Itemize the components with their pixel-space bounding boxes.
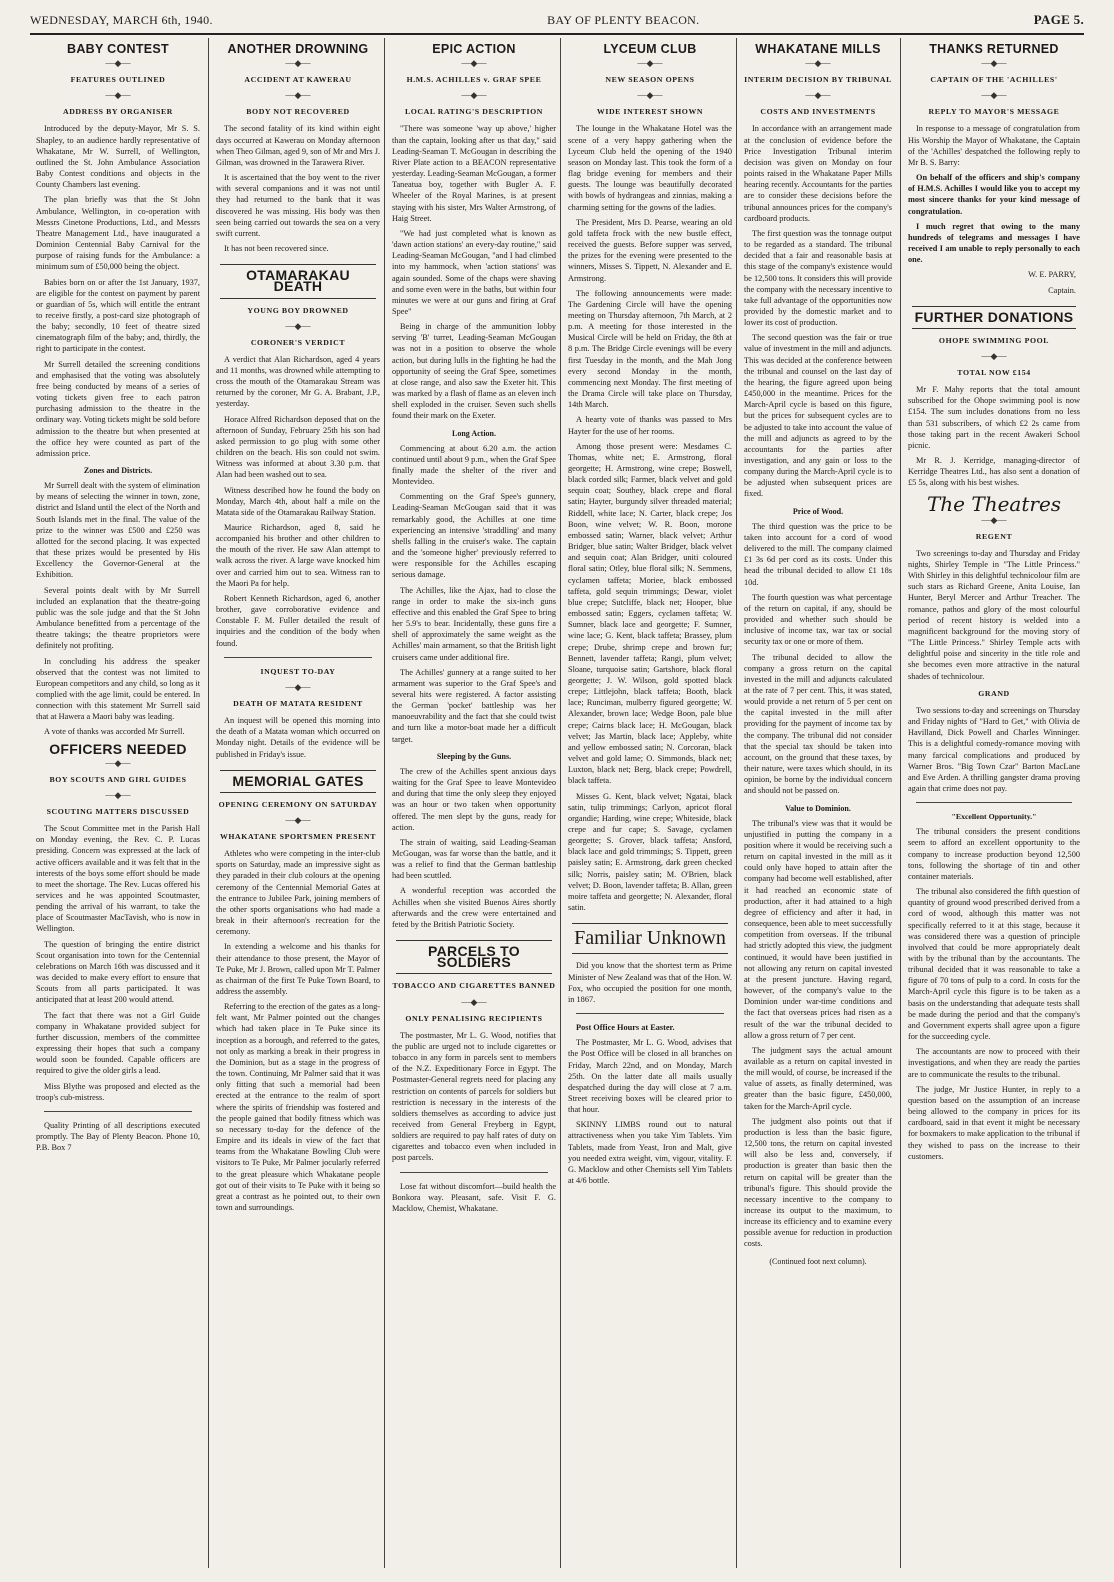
paragraph: The judge, Mr Justice Hunter, in reply to a question based on the assumption of an increase being allowed to the company in prices for its cardboard, said in that event it might be necessary for boxmakers to make application to the tribunal if they wished to pass on the increase to their customers.	[908, 1084, 1080, 1161]
paragraph: The strain of waiting, said Leading-Seaman McGougan, was far worse than the battle, and it was a relief to find that the German battleship had been scuttled.	[392, 837, 556, 881]
subhead: ADDRESS BY ORGANISER	[62, 107, 174, 117]
column-rule	[384, 38, 385, 1568]
subhead: NEW SEASON OPENS	[605, 75, 695, 85]
paragraph: "There was someone 'way up above,' higher than the captain, looking after us that day," said Leading-Seaman T. McGougan in describing the River Plate action to a BEACON representative yesterday. Leading-Seaman McGougan, a former Taneatua boy, together with Bugler A. F. Wheeler of the Royal Marines, is at present staying with his sister, Mrs Walter Armstrong, of Haig Street.	[392, 124, 556, 223]
headline-baby-contest: BABY CONTEST	[67, 42, 169, 56]
subhead: INTERIM DECISION BY TRIBUNAL	[744, 75, 892, 85]
headline-epic-action: EPIC ACTION	[432, 42, 516, 56]
column-5	[740, 38, 896, 1568]
ornament-rule: —◆—	[105, 789, 131, 800]
ornament-rule: —◆—	[105, 58, 131, 69]
ornament-rule: —◆—	[637, 58, 663, 69]
paragraph: Mr Surrell dealt with the system of elimination by means of selecting the winner in town, zone, district and Island until the elect of the North and South Islands met in the final. The value of the prize to the winner was £500 and £250 was allotted for the second placing. It was expected that these prizes would be presented by His Excellency the Governor-General at the Exhibition.	[36, 481, 201, 580]
ornament-rule: —◆—	[981, 514, 1007, 525]
side-heading: Value to Dominion.	[785, 803, 851, 813]
paragraph: Referring to the erection of the gates as a long-felt want, Mr Palmer pointed out the changes which had taken place in Te Puke since its inception as a borough, and referred to the gates, not only as marking a break in their progress in the Dominion, but as a stage in the progress of the town. Continuing, Mr Palmer said that it was only fitting that such a memorial had been erected at the entrance to the realm of sport where the spirits of friendship was fostered and the people gained that bodily fitness which was so necessary to-day for the defence of the Empire and its ideals in view of the fact that teams from the Whakatane Bowling Club were visitors to Te Puke, Mr Palmer jocularly referred to the great pleasure which Whakatane people got out of their visits to Te Puke with it being so great a contrast as he pointed out, to their own town and surroundings.	[216, 1002, 380, 1212]
side-heading: Price of Wood.	[792, 506, 844, 516]
headline-familiar-unknown: Familiar Unknown	[574, 927, 726, 950]
paragraph: The crew of the Achilles spent anxious days waiting for the Graf Spee to leave Montevideo and during that time the only sleep they enjoyed was an hour or two taken when opportunity offered. The men slept by the guns, ready for action.	[392, 766, 556, 832]
paragraph: The fact that there was not a Girl Guide company in Whakatane provided subject for further discussion, members of the committee expressing their hopes that such a company would soon be founded. Capable officers are required to give the older girls a lead.	[36, 1010, 200, 1076]
column-3	[388, 38, 560, 1568]
subhead: WIDE INTEREST SHOWN	[596, 107, 704, 117]
paragraph: A wonderful reception was accorded the Achilles when she visited Buenos Aires shortly afterwards and the crew were entertained and feted by the British Patriotic Society.	[392, 886, 556, 929]
subhead: TOBACCO AND CIGARETTES BANNED	[392, 981, 556, 991]
paragraph: The postmaster, Mr L. G. Wood, notifies that the public are urged not to include cigarettes or tobacco in any form in parcels sent to members of the N.Z. Expeditionary Force in Egypt. The Postmaster-General regrets need for placing any restriction on contents of parcels for soldiers but restriction is necessary in the interests of the soldiers themselves as according to advice just received from General Freyberg in Egypt, soldiers are required to pay half rates of duty on cigarettes and tobacco even when included in post parcels.	[392, 1030, 556, 1163]
ornament-rule: —◆—	[285, 681, 311, 692]
side-heading: Sleeping by the Guns.	[436, 751, 512, 761]
paragraph: Introduced by the deputy-Mayor, Mr S. S. Shapley, to an audience hardly representative of Whakatane, Mr W. Surrell, of Wellington, outlined the St. John Ambulance Association Baby Contest conditions and objects in the County Chambers last evening.	[36, 124, 200, 190]
headline-box	[572, 923, 728, 954]
ornament-rule: —◆—	[805, 58, 831, 69]
paragraph: The following announcements were made: The Gardening Circle will have the opening meeting on Thursday afternoon, 7th March, at 2 p.m. A meeting for those interested in the Musical Circle will be held on Friday, the 8th at 8 p.m. The Bridge Circle evenings will be every first Tuesday in the month, and the Mah Jong every second Monday in the month, commencing next Monday. The first meeting of the Drama Circle will take place on Thursday, 14th March.	[568, 288, 732, 410]
ornament-rule: —◆—	[805, 90, 831, 101]
paragraph: Commencing at about 6.20 a.m. the action continued until about 9 p.m., when the Graf Spee finally made the shelter of the river and Montevideo.	[392, 443, 556, 487]
paragraph: The tribunal considers the present conditions seem to afford an excellent opportunity to the company to increase production beyond 12,500 tons, following the shortage of tin and other container materials.	[908, 827, 1080, 881]
column-6	[904, 38, 1084, 1568]
paragraph: The Achilles, like the Ajax, had to close the range in order to make the six-inch guns effective and this enabled the Graf Spee to bring her 5.9's to bear. Incidentally, these guns fire a shell of approximately the same weight as the Achilles' main armament, so that the British light cruisers came under additional fire.	[392, 585, 556, 662]
ornament-rule: —◆—	[461, 58, 487, 69]
side-heading: Long Action.	[451, 428, 496, 438]
subhead: SCOUTING MATTERS DISCUSSED	[46, 806, 190, 816]
paragraph: Miss Blythe was proposed and elected as the troop's cub-mistress.	[36, 1081, 200, 1102]
paragraph: The Achilles' gunnery at a range suited to her armament was superior to the Graf Spee's and several hits were registered. A factor assisting the German 'pocket' battleship was her manoeuvrability and the fact that she could twist and turn like a motor-boat made her a difficult target.	[392, 667, 556, 744]
paragraph: In concluding his address the speaker observed that the contest was not limited to European competitors and any child, so long as it complied with the age limit, could be entered. In connection with this statement Mr Surrell said that at Hawera a Maori baby was leading.	[36, 656, 200, 722]
ornament-rule: —◆—	[105, 757, 131, 768]
subhead: CAPTAIN OF THE 'ACHILLES'	[930, 75, 1058, 85]
paragraph: The tribunal's view was that it would be unjustified in putting the company in a position where it would be receiving such a return on capital invested in the mill as it could only have hoped to attain after the company had become well established, after it had reached an economic state of production, after it had attained to a high degree of efficiency and after it had, in consequence, been able to meet successfully competition from overseas. If the tribunal had strictly adopted this view, the judgment continued, it would have been justified in not allowing any return on capital invested at the present juncture. Having regard, however, of the company's value to the Dominion under war-time conditions and the fact that overseas prices had risen as a result of the war the tribunal decided to allow a gross return of 7 per cent.	[744, 818, 892, 1040]
side-heading: Post Office Hours at Easter.	[576, 1023, 675, 1033]
paragraph: The lounge in the Whakatane Hotel was the scene of a very happy gathering when the Lyceum Club held the opening of the 1940 season on Monday last. This took the form of a flag bridge evening for members and their guests. The lounge was beautifully decorated with bowls of hydrangeas and zinnias, making a charming setting for the gowns of the ladies.	[568, 124, 732, 212]
paragraph: Being in charge of the ammunition lobby serving 'B' turret, Leading-Seaman McGougan was not in a position to observe the whole action, but during lulls in the fighting he had the opportunity of seeing the Graf Spee, sometimes at close range, and also saw the Exeter hit. This was marked by a flash of flame as an eleven inch shell exploded in the cruiser. Seven such shells found their mark on the Exeter.	[392, 322, 556, 421]
paragraph: It has not been recovered since.	[224, 244, 329, 254]
subhead: LOCAL RATING'S DESCRIPTION	[404, 107, 544, 117]
headline-box	[912, 306, 1076, 329]
side-heading: "Excellent Opportunity."	[951, 812, 1037, 822]
paragraph: The tribunal also considered the fifth question of quantity of ground wood prescribed derived from a cord of wood, although this matter was not specifically referred to it at this stage, because it was considered there was a question of principle involved that could be more appropriately dealt with by the tribunal than by the accountants. The tribunal decided that it was reasonable to take a figure of 70 tons of pulp to a cord. In costs for the March-April cycle this figure is to be taken as a basis on the understanding that adequate tests shall be made during the period and that the company's and Government experts shall agree upon a figure for the succeeding cycle.	[908, 887, 1080, 1042]
paragraph: The judgment says the actual amount available as a return on capital invested in the mill would, of course, be increased if the value of assets, as finally determined, was greater than the basic figure, £450,000, taken for the March-April cycle.	[744, 1045, 892, 1111]
advertisement: Lose fat without discomfort—build health the Bonkora way. Pleasant, safe. Visit F. G. Macklow, Chemist, Whakatane.	[392, 1181, 556, 1213]
continued-note: (Continued foot next column).	[769, 1256, 867, 1266]
paragraph: Witness described how he found the body on Monday, March 4th, about half a mile on the Matata side of the Otamarakau Railway Station.	[216, 485, 380, 517]
headline-otamarakau-death: OTAMARAKAU DEATH	[246, 267, 350, 295]
headline-box	[220, 770, 376, 793]
paragraph: A hearty vote of thanks was passed to Mrs Hayter for the use of her rooms.	[568, 415, 732, 436]
paragraph: The plan briefly was that the St John Ambulance, Wellington, in co-operation with Messrs Cinetone Productions, Ltd., and Messrs Theatre Management Ltd., have inaugurated a Dominion Centennial Baby Carnival for the purpose of raising funds for the Ambulance: a minimum sum of £50,000 being the object.	[36, 195, 200, 272]
headline-parcels-to-soldiers: PARCELS TO SOLDIERS	[428, 943, 520, 971]
paragraph: In accordance with an arrangement made at the conclusion of evidence before the Price Investigation Tribunal interim decision was given on Monday on four points raised in the Whakatane Paper Mills hearing recently. Accountants for the parties are to consider these decisions before the tribunal announces prices for the company's cardboard products.	[744, 124, 892, 223]
subhead: BOY SCOUTS AND GIRL GUIDES	[49, 774, 187, 784]
subhead: OHOPE SWIMMING POOL	[938, 335, 1050, 345]
ornament-rule: —◆—	[285, 90, 311, 101]
subhead: CORONER'S VERDICT	[250, 337, 346, 347]
paragraph: The accountants are now to proceed with their investigations, and when they are ready the parties are to communicate the results to the tribunal.	[908, 1047, 1080, 1079]
signature-title: Captain.	[1048, 285, 1076, 295]
paragraph: Mr Surrell detailed the screening conditions and emphasised that the voting was absolutely free being conducted by means of a series of voting tickets given free to each patron purchasing admission to the theatre in the ordinary way. Voting tickets might be sold before admission to the theatre but when presented at the office hey were counted as part of the admission price.	[36, 359, 200, 458]
headline-thanks-returned: THANKS RETURNED	[929, 42, 1059, 56]
paragraph: The fourth question was what percentage of the return on capital, if any, should be provided and whether such should be inclusive of income tax, war tax or social security tax or one or more of them.	[744, 592, 892, 647]
ornament-rule: —◆—	[981, 58, 1007, 69]
ornament-rule: —◆—	[285, 320, 311, 331]
divider	[576, 1013, 724, 1014]
paragraph: Among those present were: Mesdames C. Thomas, white net; E. Armstrong, floral georgette; H. Armstrong, wine crepe; Boswell, black corded silk; Farmer, black velvet and gold sequin coat; Southey, black crepe and floral satin; Hayter, burgundy silver threaded material; Riddell, white lace; N. Carter, black crepe; Jos Boon, wine velvet; W. R. Boon, morone embossed satin; Warner, black velvet; Arthur Bridger, blue satin; Walter Bridger, black velvet and sequin coat; Alan Bridger, uniti coloured floral satin; Otley, blue floral silk; N. Semmens, cyclamen taffeta; Moriee, black embossed taffeta, gold sequin trimmings; Dewar, violet blue crepe; Sutcliffe, black net; Hooper, blue embossed satin; Eggers, cyclamen taffeta; W. Sumner, black lace and georgette; F. Sumner, wine lace; G. Kent, black taffeta; Brassey, plum crepe; Drube, shrimp crepe and brown fur; Bennett, lavender taffeta; Rangi, plum velvet; Sloane, turquoise satin; Gartshore, black floral georgette; J. W. Wilson, gold spotted black crepe; Littlejohn, black taffeta; Booth, black lace; Runciman, mulberry figured georgette; W. Alexander, brown lace; Wedge Boon, pale blue crepe; Cairns black lace; H. McGougan, black velvet; Jas Martin, black lace; Appleby, white and yellow embossed satin; N. Corcoran, black velvet and gold lame; O. Simmonds, black net; Luxton, black net; Berg, black crepe; Powdrell, black taffeta.	[568, 441, 732, 786]
ornament-rule: —◆—	[637, 90, 663, 101]
headline-officers-needed: OFFICERS NEEDED	[49, 740, 187, 757]
masthead-rule	[30, 33, 1084, 35]
advertisement: Quality Printing of all descriptions executed promptly. The Bay of Plenty Beacon. Phone 10, P.B. Box 7	[36, 1120, 200, 1153]
paragraph: An inquest will be opened this morning into the death of a Matata woman which occurred on Monday night. Details of the evidence will be published in Friday's issue.	[216, 716, 380, 759]
subhead: INQUEST TO-DAY	[260, 666, 336, 676]
paragraph: Babies born on or after the 1st January, 1937, are eligible for the contest on payment by parent or guardian of 5s, which will entitle the entrant to receive firstly, a post-card size photograph of the baby; secondly, 10 feet of theatre sized cinematograph film of the baby; and, thirdly, the right to participate in the contest.	[36, 277, 200, 354]
headline-box	[396, 940, 552, 974]
paragraph: The judgment also points out that if production is less than the basic figure, 12,500 tons, the return on capital invested will also be less and, conversely, if production is greater than basic then the return on capital will be greater than the tribunal's figure. This should provide the necessary incentive to the company to increase its output to the maximum, to increase its efficiency and to examine every possible avenue for reduction in production costs.	[744, 1116, 892, 1249]
paragraph: Mr F. Mahy reports that the total amount subscribed for the Ohope swimming pool is now £154. The sum includes donations from no less than 531 subscribers, of which £2 2s came from those taking part in the recent Awakeri School picnic.	[908, 385, 1080, 450]
paragraph: In response to a message of congratulation from His Worship the Mayor of Whakatane, the Captain of the 'Achilles' despatched the following reply to Mr B. S. Barry:	[908, 124, 1080, 167]
paragraph: Athletes who were competing in the inter-club sports on Saturday, made an impressive sight as they paraded in their club colours at the opening ceremony of the Centennial Memorial Gates at the entrance to Jubilee Park, joining members of the other sports organisations who had made a break in their afternoon's recreation for the ceremony.	[216, 849, 380, 937]
subhead: TOTAL NOW £154	[957, 367, 1031, 377]
paragraph: Horace Alfred Richardson deposed that on the afternoon of Sunday, February 25th his son had asked permission to go plug with some other children on the beach. His son could not swim. Witness was informed at about 3.30 p.m. that Alan had been washed out to sea.	[216, 414, 380, 480]
subhead: OPENING CEREMONY ON SATURDAY	[218, 799, 378, 809]
headline-memorial-gates: MEMORIAL GATES	[232, 772, 364, 789]
subhead: COSTS AND INVESTMENTS	[760, 107, 876, 117]
ornament-rule: —◆—	[981, 350, 1007, 361]
paragraph: Two sessions to-day and screenings on Thursday and Friday nights of "Hard to Get," with Olivia de Havilland, Dick Powell and Charles Winninger. This is a delightful comedy-romance moving with many farcical complications and produced by Warner Bros. "Big Town Czar" Barton MacLane and Eve Arden. A thrilling gangster drama proving again that crime does not pay.	[908, 705, 1080, 793]
paragraph: Robert Kenneth Richardson, aged 6, another brother, gave corroborative evidence and Constable F. M. Fuller detailed the result of inquiries and the condition of the body when found.	[216, 593, 380, 648]
subhead: ONLY PENALISING RECIPIENTS	[405, 1013, 543, 1023]
headline-the-theatres: The Theatres	[926, 491, 1062, 516]
paragraph: Mr R. J. Kerridge, managing-director of Kerridge Theatres Ltd., has also sent a donation of £5 5s, along with his best wishes.	[908, 456, 1080, 488]
subhead: GRAND	[978, 688, 1010, 698]
paragraph: The third question was the price to be taken into account for a cord of wood delivered to the mill. The company claimed £1 3s 6d per cord as its costs. Under this head the tribunal decided to allow £1 18s 10d.	[744, 521, 892, 587]
paragraph: A verdict that Alan Richardson, aged 4 years and 11 months, was drowned while attempting to cross the mouth of the Otamarakau Stream was returned by the coroner, Mr G. A. Brabant, J.P., yesterday.	[216, 354, 380, 409]
paragraph: It is ascertained that the boy went to the river with several companions and it was not until they had returned to the bank that it was discovered he was missing. His body was then seen being carried out towards the sea on a very swift current.	[216, 173, 380, 238]
paragraph: The Scout Committee met in the Parish Hall on Monday evening, the Rev. C. P. Lucas presiding. Concern was expressed at the lack of active officers available and it was felt that in the interests of the boys some effort should be made to meet the shortage. The Rev. Lucas offered his services and he was appointed Scoutmaster, pending the arrival of his warrant, to take the place of Scoutmaster MacTavish, who is now in Wellington.	[36, 824, 200, 934]
subhead: DEATH OF MATATA RESIDENT	[233, 698, 363, 708]
paragraph: The first question was the tonnage output to be regarded as a standard. The tribunal decided that a fair and reasonable basis at this stage of the company's existence would be 12,500 tons. It considers this will provide the company with the necessary incentive to take full advantage of the opportunities now provided by the domestic market and to lower its cost of production.	[744, 228, 892, 328]
headline-another-drowning: ANOTHER DROWNING	[227, 42, 369, 56]
paragraph: The Postmaster, Mr L. G. Wood, advises that the Post Office will be closed in all branches on Friday, March 22nd, and on Monday, March 25th. On the latter date all mails usually despatched during the day will close at 7 a.m. Street receiving boxes will be cleared prior to that hour.	[568, 1038, 732, 1115]
subhead: BODY NOT RECOVERED	[246, 107, 350, 117]
paragraph: Several points dealt with by Mr Surrell included an explanation that the theatre-going public was the sole judge and that the St John Ambulance benefitted from a percentage of the theatre takings; the theatre proprietors were definitely not profiting.	[36, 585, 200, 651]
page-number: PAGE 5.	[1033, 12, 1084, 27]
subhead: REPLY TO MAYOR'S MESSAGE	[928, 107, 1060, 117]
paragraph: Did you know that the shortest term as Prime Minister of New Zealand was that of the Hon. W. Fox, who occupied the position for one month, in 1867.	[568, 961, 732, 1004]
ornament-rule: —◆—	[461, 996, 487, 1007]
paragraph: In extending a welcome and his thanks for their attendance to those present, the Mayor of Te Puke, Mr J. Brown, called upon Mr T. Palmer as chairman of the first Te Puke Town Board, to address the assembly.	[216, 942, 380, 996]
column-rule	[736, 38, 737, 1568]
subhead: FEATURES OUTLINED	[70, 75, 166, 85]
divider	[224, 657, 372, 658]
headline-box	[220, 264, 376, 298]
paragraph: Misses G. Kent, black velvet; Ngatai, black satin, tulip trimmings; Carlyon, apricot floral organdie; Harding, wine crepe; Whiteside, black crepe and fur cape; S. Savage, cyclamen georgette; S. Grover, black taffeta; Ansford, black lace and gold trimmings; S. Tippett, green paisley satin; E. Armstrong, dark green checked silk; Norris, paisley satin; M. O'Brien, black velvet; D. Boon, lavender taffeta; B. Allan, green moire taffeta and georgette; N. Alexander, floral satin.	[568, 791, 732, 913]
paragraph: Commenting on the Graf Spee's gunnery, Leading-Seaman McGougan said that it was remarkably good, the Achilles at one time experiencing an intensive 'straddling' and many shells falling in the cruiser's wake. The captain and the 'someone higher' previously referred to were responsible for the Achilles escaping serious damage.	[392, 492, 556, 580]
column-rule	[560, 38, 561, 1568]
paragraph: The second question was the fair or true value of investment in the mill and adjuncts. This was decided at the conference between the tribunal and counsel on the last day of the hearing, the figure agreed upon being £450,000 in the meantime. Prices for the March-April cycle is based on this figure, but the prices for subsequent cycles are to be adjusted to take into account the value of the mill and adjuncts as agreed to by the accountants for the parties after investigation, and any gain or loss to the company during the March-April cycle is to be adjusted when subsequent prices are fixed.	[744, 333, 892, 499]
column-rule	[900, 38, 901, 1568]
subhead: WHAKATANE SPORTSMEN PRESENT	[220, 831, 376, 841]
divider	[916, 802, 1072, 803]
ornament-rule: —◆—	[285, 58, 311, 69]
paragraph: The second fatality of its kind within eight days occurred at Kawerau on Monday afternoon when Theo Gilman, aged 9, son of Mr and Mrs J. Gilman, was drowned in the Tarawera River.	[216, 124, 380, 167]
paragraph: Maurice Richardson, aged 8, said he accompanied his brother and other children to the mouth of the river. He saw Alan attempt to walk across the river. A large wave knocked him over and carried him out to sea. Witness ran to the Maori Pa for help.	[216, 523, 380, 588]
subhead: YOUNG BOY DROWNED	[247, 305, 349, 315]
column-4	[564, 38, 736, 1568]
paragraph: The tribunal decided to allow the company a gross return on the capital invested in the mill and adjuncts calculated at the rate of 7 per cent. This, it was stated, would provide a net return of 5 per cent on the capital invested in the mill after providing for the payment of income tax by the company. The tribunal did not consider that the special tax should be taken into account, on the ground that these taxes, by their nature, were taxes which should, in its opinion, be borne by the individual concern and should not be passed on.	[744, 652, 892, 796]
subhead: REGENT	[975, 531, 1013, 541]
side-heading: Zones and Districts.	[83, 466, 153, 475]
headline-further-donations: FURTHER DONATIONS	[914, 308, 1074, 325]
ornament-rule: —◆—	[105, 90, 131, 101]
divider	[400, 1172, 548, 1173]
masthead	[30, 10, 1084, 30]
paragraph: Two screenings to-day and Thursday and Friday nights, Shirley Temple in "The Little Princess." With Shirley in this delightful technicolour film are such stars as Richard Greene, Anita Louise, Ian Hunter, Beryl Mercer and Arthur Treacher. The romance, pathos and glory of the most colourful period of recent history is welded into a magnificent background for the moving story of "The Little Princess." Shirley Temple acts with delightful poise and sincerity in the title role and she becomes even more attractive in the natural shades of technicolour.	[908, 548, 1080, 681]
column-1	[32, 38, 204, 1568]
paragraph: The question of bringing the entire district Scout organisation into town for the Centennial celebrations on March 16th was discussed and it was decided to make every effort to ensure that Scouts from all parts participated. It was anticipated that at least 200 would attend.	[36, 939, 200, 1005]
paragraph: A vote of thanks was accorded Mr Surrell.	[44, 727, 185, 737]
issue-date: WEDNESDAY, MARCH 6th, 1940.	[30, 12, 213, 27]
column-2	[212, 38, 384, 1568]
headline-lyceum-club: LYCEUM CLUB	[603, 42, 697, 56]
subhead: H.M.S. ACHILLES v. GRAF SPEE	[406, 75, 542, 85]
advertisement: SKINNY LIMBS round out to natural attractiveness when you take Yim Tablets. Yim Tablets, made from Yeast, Iron and Malt, give you needed extra weight, vim, vigour, vitality. F. G. Macklow and other Chemists sell Yim Tablets at 4/6 bottle.	[568, 1120, 732, 1186]
signature-name: W. E. PARRY,	[1028, 270, 1076, 280]
ornament-rule: —◆—	[981, 90, 1007, 101]
subhead: ACCIDENT AT KAWERAU	[244, 75, 352, 85]
headline-whakatane-mills: WHAKATANE MILLS	[755, 42, 881, 56]
divider	[44, 1111, 192, 1112]
column-rule	[208, 38, 209, 1568]
letter-paragraph: I much regret that owing to the many hundreds of telegrams and messages I have received I am unable to reply personally to each one.	[908, 221, 1080, 265]
paragraph: "We had just completed what is known as 'dawn action stations' an every-day routine," said Leading-Seaman McGougan, "and I had climbed into my hammock, when 'action stations' was again sounded. Some of the chaps were shaving and some even were in the baths, but within four minutes we were at our guns and firing at Graf Spee"	[392, 228, 556, 316]
newspaper-title: BAY OF PLENTY BEACON.	[547, 12, 700, 27]
letter-paragraph: On behalf of the officers and ship's company of H.M.S. Achilles I would like you to accept my most sincere thanks for your kind message of congratulation.	[908, 173, 1080, 216]
paragraph: The President, Mrs D. Pearse, wearing an old gold taffeta frock with the new bustle effect, received the guests. Before supper was served, the prizes for the evening were presented to the winners, Misses S. Tippett, N. Alexander and E. Armstrong.	[568, 217, 732, 283]
ornament-rule: —◆—	[461, 90, 487, 101]
ornament-rule: —◆—	[285, 814, 311, 825]
